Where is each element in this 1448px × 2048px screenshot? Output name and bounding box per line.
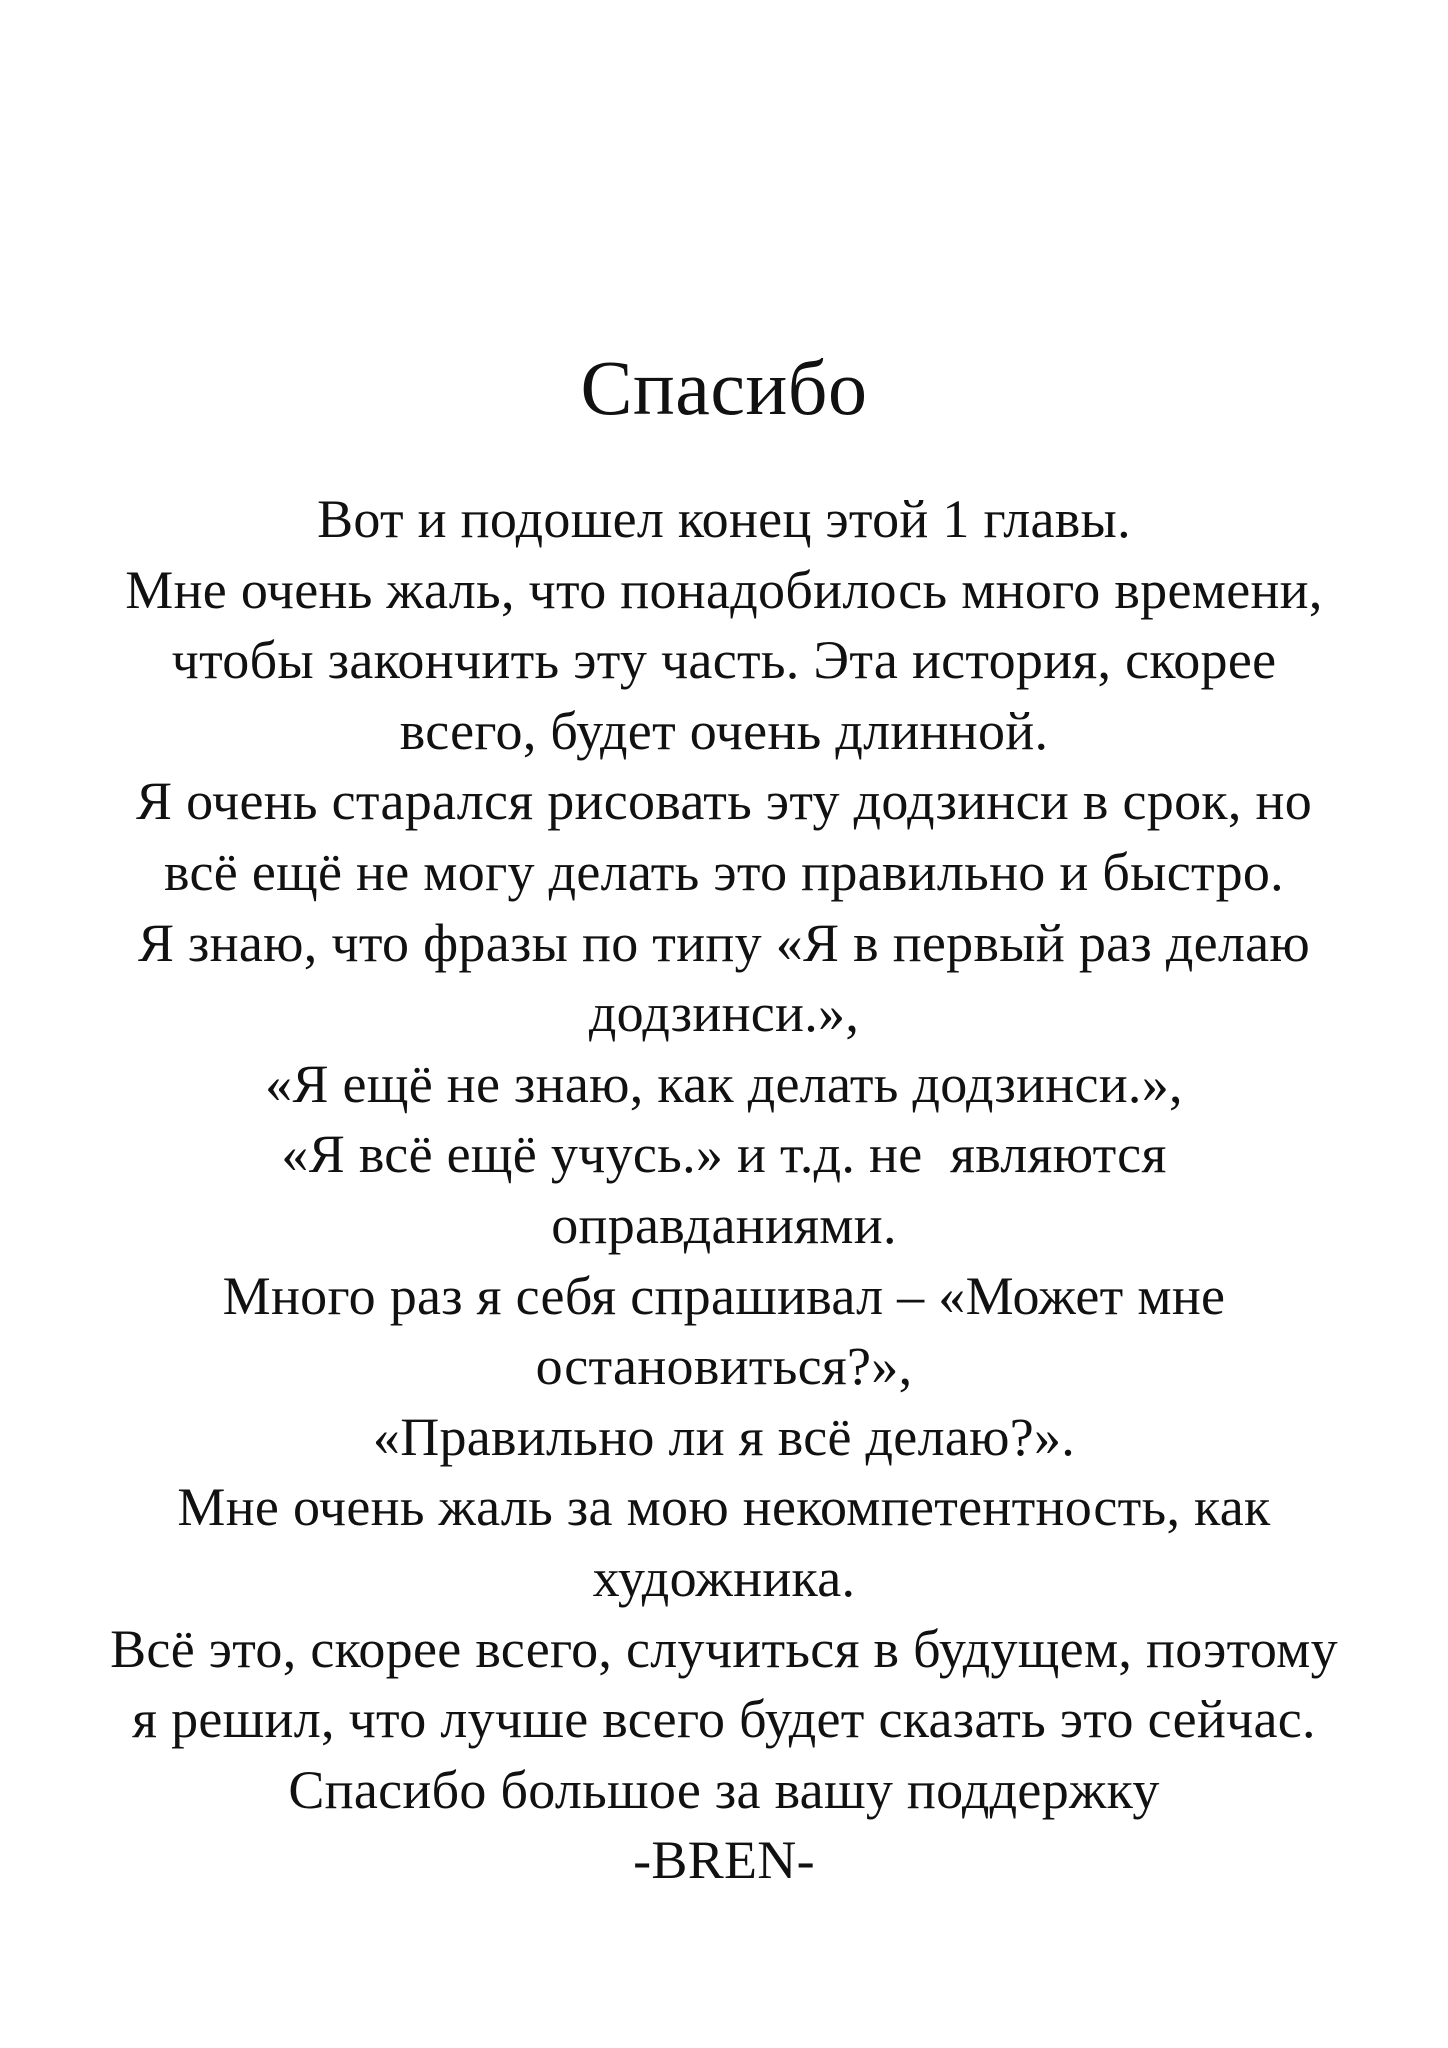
- signature: -BREN-: [633, 1830, 815, 1891]
- page-title: Спасибо: [580, 344, 868, 431]
- message-line-17: Всё это, скорее всего, случиться в будущем, поэтому: [110, 1618, 1338, 1679]
- message-line-8: додзинси.»,: [588, 983, 860, 1044]
- message-line-7: Я знаю, что фразы по типу «Я в первый раз делаю: [137, 912, 1311, 973]
- message-line-4: всего, будет очень длинной.: [399, 700, 1049, 761]
- message-line-10: «Я всё ещё учусь.» и т.д. не являются: [281, 1124, 1167, 1185]
- message-line-15: Мне очень жаль за мою некомпетентность, как: [177, 1477, 1271, 1538]
- message-line-5: Я очень старался рисовать эту додзинси в срок, но: [135, 771, 1313, 832]
- message-line-6: всё ещё не могу делать это правильно и быстро.: [164, 841, 1284, 902]
- message-line-9: «Я ещё не знаю, как делать додзинси.»,: [265, 1053, 1183, 1114]
- message-line-2: Мне очень жаль, что понадобилось много времени,: [125, 559, 1323, 620]
- message-line-1: Вот и подошел конец этой 1 главы.: [317, 489, 1131, 549]
- message-line-11: оправданиями.: [551, 1194, 897, 1255]
- message-line-16: художника.: [592, 1547, 856, 1608]
- message-line-12: Много раз я себя спрашивал – «Может мне: [222, 1265, 1226, 1326]
- message-body: [0, 484, 1448, 1896]
- message-line-14: «Правильно ли я всё делаю?».: [372, 1406, 1076, 1467]
- message-line-13: остановиться?»,: [535, 1336, 913, 1397]
- message-line-18: я решил, что лучше всего будет сказать это сейчас.: [132, 1689, 1316, 1750]
- message-line-19: Спасибо большое за вашу поддержку: [288, 1759, 1160, 1820]
- message-line-3: чтобы закончить эту часть. Эта история, скорее: [171, 630, 1277, 691]
